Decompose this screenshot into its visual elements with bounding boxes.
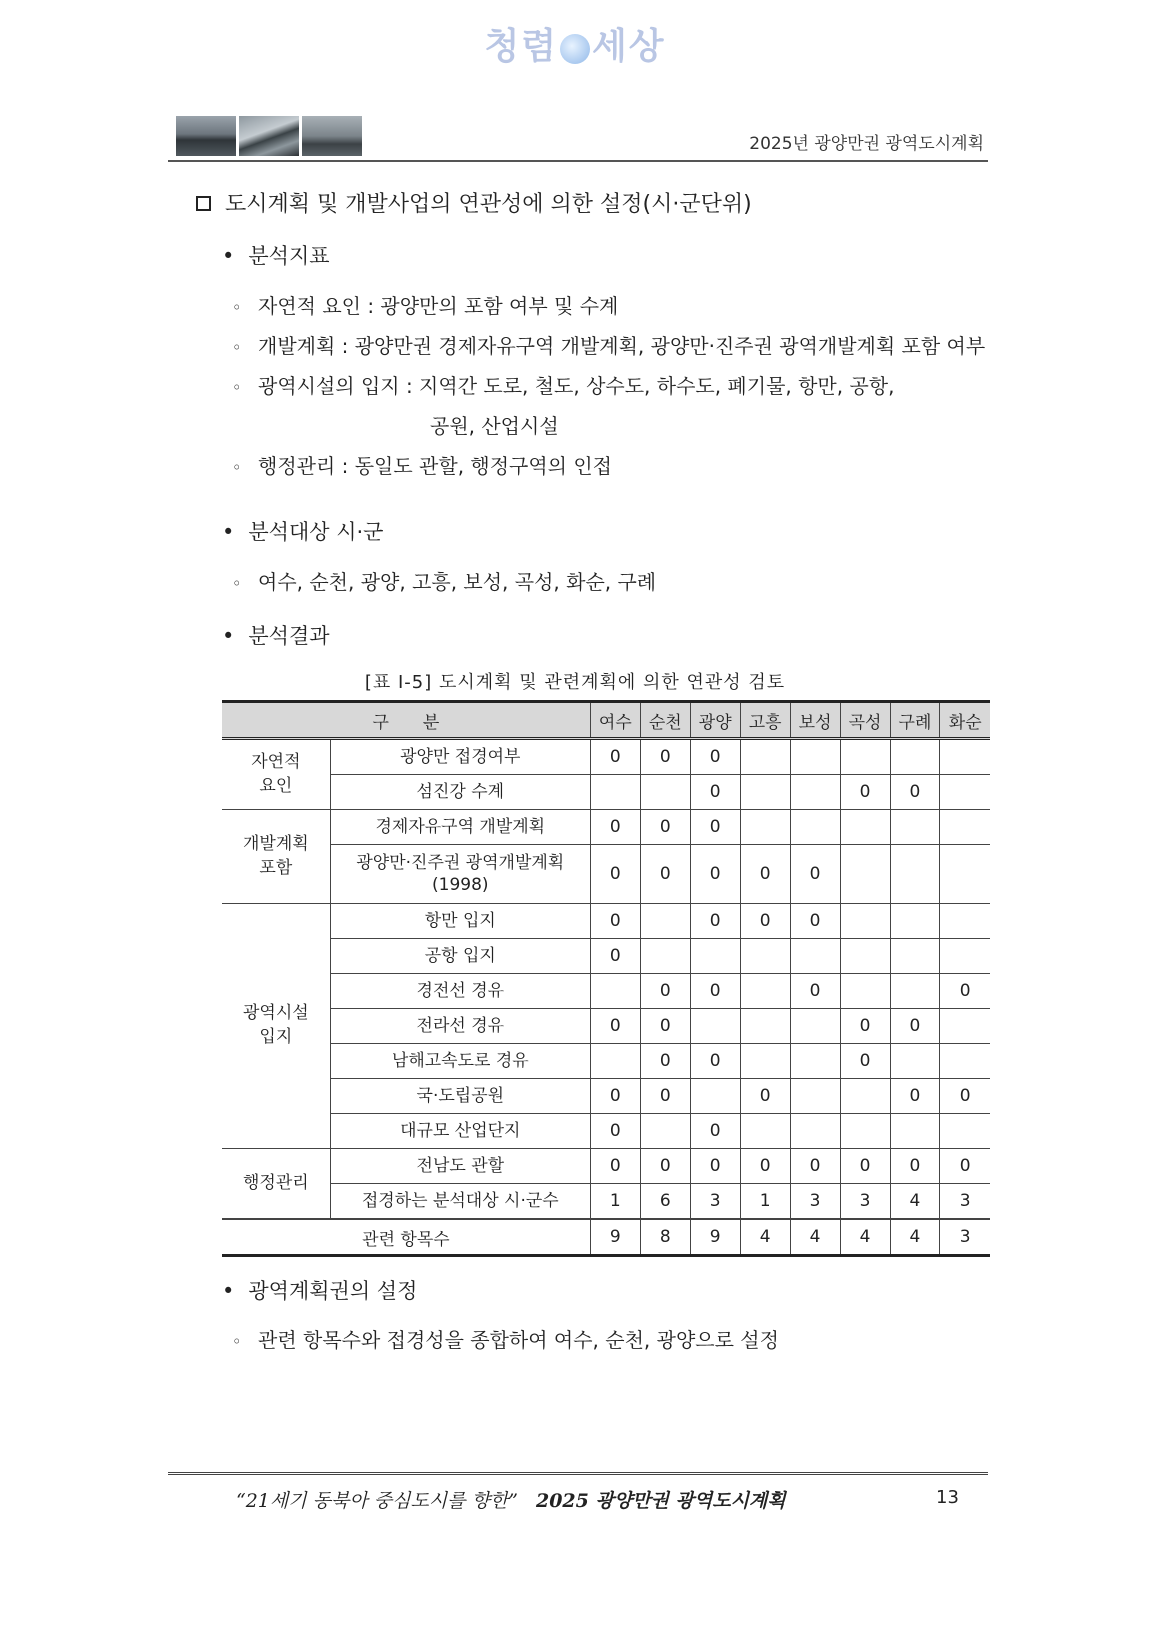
value-cell: 0 [640, 1009, 690, 1044]
value-cell [890, 904, 940, 939]
value-cell: 0 [590, 1114, 640, 1149]
ring-bullet-icon: ◦ [232, 338, 242, 357]
column-header: 순천 [640, 702, 690, 739]
value-cell: 0 [890, 1079, 940, 1114]
table-row [222, 1044, 990, 1079]
value-cell [840, 1079, 890, 1114]
value-cell: 0 [740, 904, 790, 939]
value-cell: 0 [890, 1009, 940, 1044]
value-cell [790, 1114, 840, 1149]
analysis-index-item [232, 450, 612, 479]
value-cell: 0 [690, 1044, 740, 1079]
footer-divider [168, 1472, 988, 1475]
value-cell: 0 [840, 775, 890, 810]
column-header: 광양 [690, 702, 740, 739]
header-photos [176, 116, 362, 156]
total-row [222, 1219, 990, 1256]
value-cell: 3 [940, 1184, 990, 1220]
value-cell [740, 775, 790, 810]
item-cell: 항만 입지 [330, 904, 590, 939]
value-cell: 0 [690, 904, 740, 939]
table-row [222, 1079, 990, 1114]
item-cell: 광양만 접경여부 [330, 739, 590, 775]
value-cell: 0 [640, 810, 690, 845]
square-bullet-icon [196, 196, 211, 211]
value-cell: 0 [640, 1044, 690, 1079]
item-cell: 국·도립공원 [330, 1079, 590, 1114]
analysis-index-item-text: 광역시설의 입지 : 지역간 도로, 철도, 상수도, 하수도, 폐기물, 항만, 공항, [258, 374, 895, 398]
document-title: 2025년 광양만권 광역도시계획 [749, 134, 984, 154]
value-cell: 0 [640, 1149, 690, 1184]
value-cell [840, 845, 890, 904]
page-number: 13 [936, 1487, 959, 1508]
value-cell [890, 1114, 940, 1149]
value-cell [940, 739, 990, 775]
value-cell [640, 1114, 690, 1149]
value-cell [740, 810, 790, 845]
item-cell: 접경하는 분석대상 시·군수 [330, 1184, 590, 1220]
value-cell [740, 1044, 790, 1079]
value-cell: 0 [690, 775, 740, 810]
value-cell [940, 904, 990, 939]
total-value-cell: 4 [890, 1219, 940, 1256]
value-cell [840, 739, 890, 775]
value-cell: 6 [640, 1184, 690, 1220]
section-title [196, 187, 752, 218]
value-cell: 0 [840, 1149, 890, 1184]
table-row [222, 904, 990, 939]
page-header [168, 116, 988, 162]
value-cell [790, 810, 840, 845]
ring-bullet-icon: ◦ [232, 298, 242, 317]
value-cell: 0 [590, 1149, 640, 1184]
ring-bullet-icon: ◦ [232, 458, 242, 477]
value-cell: 3 [790, 1184, 840, 1220]
total-value-cell: 9 [590, 1219, 640, 1256]
column-header: 고흥 [740, 702, 790, 739]
table-row [222, 845, 990, 904]
value-cell: 0 [690, 739, 740, 775]
value-cell [790, 775, 840, 810]
value-cell [590, 775, 640, 810]
item-cell: 섬진강 수계 [330, 775, 590, 810]
value-cell: 0 [790, 904, 840, 939]
column-header: 화순 [940, 702, 990, 739]
value-cell: 0 [640, 1079, 690, 1114]
value-cell: 0 [790, 1149, 840, 1184]
value-cell [890, 974, 940, 1009]
category-cell: 행정관리 [222, 1149, 330, 1220]
value-cell: 0 [590, 1079, 640, 1114]
value-cell [690, 939, 740, 974]
value-cell: 3 [840, 1184, 890, 1220]
value-cell: 0 [940, 1079, 990, 1114]
footer-slogan: “21세기 동북아 중심도시를 향한” [236, 1490, 518, 1512]
ring-bullet-icon: ◦ [232, 574, 242, 593]
value-cell: 0 [590, 1009, 640, 1044]
value-cell: 0 [890, 1149, 940, 1184]
value-cell [590, 1044, 640, 1079]
total-value-cell: 3 [940, 1219, 990, 1256]
value-cell: 1 [590, 1184, 640, 1220]
header-photo-landscape [176, 116, 236, 156]
table-caption: [표 Ⅰ-5] 도시계획 및 관련계획에 의한 연관성 검토 [364, 672, 786, 693]
value-cell: 0 [690, 974, 740, 1009]
logo-emblem-icon [560, 34, 590, 64]
table-row [222, 939, 990, 974]
value-cell: 0 [790, 845, 840, 904]
plan-area-item [232, 1324, 779, 1353]
header-photo-river [239, 116, 299, 156]
category-cell: 개발계획 포함 [222, 810, 330, 904]
value-cell [740, 1009, 790, 1044]
table-row [222, 1114, 990, 1149]
value-cell: 0 [690, 810, 740, 845]
analysis-index-item-text: 개발계획 : 광양만권 경제자유구역 개발계획, 광양만·진주권 광역개발계획 포함 여부 [258, 334, 986, 358]
value-cell [890, 1044, 940, 1079]
value-cell: 1 [740, 1184, 790, 1220]
item-cell: 광양만·진주권 광역개발계획 (1998) [330, 845, 590, 904]
value-cell: 0 [590, 939, 640, 974]
value-cell: 3 [690, 1184, 740, 1220]
total-label: 관련 항목수 [222, 1219, 590, 1256]
total-value-cell: 4 [740, 1219, 790, 1256]
table-row [222, 810, 990, 845]
logo-text-right: 세상 [592, 25, 666, 67]
value-cell [740, 939, 790, 974]
value-cell: 0 [890, 775, 940, 810]
value-cell [940, 810, 990, 845]
results-heading: • 분석결과 [222, 620, 330, 650]
value-cell: 0 [740, 1079, 790, 1114]
item-cell: 전라선 경유 [330, 1009, 590, 1044]
value-cell [640, 775, 690, 810]
value-cell [790, 1044, 840, 1079]
value-cell [690, 1079, 740, 1114]
ring-bullet-icon: ◦ [232, 378, 242, 397]
value-cell [740, 1114, 790, 1149]
logo-text-left: 청렴 [484, 25, 558, 67]
table-row [222, 1009, 990, 1044]
analysis-index-item [232, 290, 618, 319]
value-cell [840, 1114, 890, 1149]
ring-bullet-icon: ◦ [232, 1332, 242, 1351]
table-row [222, 1184, 990, 1220]
value-cell: 4 [890, 1184, 940, 1220]
table-row [222, 739, 990, 775]
value-cell: 0 [590, 810, 640, 845]
total-value-cell: 8 [640, 1219, 690, 1256]
value-cell [890, 810, 940, 845]
value-cell: 0 [840, 1009, 890, 1044]
value-cell [640, 904, 690, 939]
analysis-index-item [232, 370, 894, 399]
item-cell: 경제자유구역 개발계획 [330, 810, 590, 845]
value-cell: 0 [690, 845, 740, 904]
column-header: 구례 [890, 702, 940, 739]
category-cell: 광역시설 입지 [222, 904, 330, 1149]
value-cell [940, 1044, 990, 1079]
column-header: 여수 [590, 702, 640, 739]
targets-item-text: 여수, 순천, 광양, 고흥, 보성, 곡성, 화순, 구례 [258, 570, 657, 594]
total-value-cell: 9 [690, 1219, 740, 1256]
value-cell [590, 974, 640, 1009]
value-cell [840, 810, 890, 845]
value-cell [740, 739, 790, 775]
value-cell [840, 904, 890, 939]
targets-heading: • 분석대상 시·군 [222, 516, 383, 546]
value-cell [790, 939, 840, 974]
value-cell [790, 1079, 840, 1114]
item-cell: 경전선 경유 [330, 974, 590, 1009]
value-cell [890, 939, 940, 974]
value-cell [840, 974, 890, 1009]
analysis-index-item-continuation: 공원, 산업시설 [430, 414, 559, 438]
footer-plan-name: 2025 광양만권 광역도시계획 [535, 1490, 786, 1512]
value-cell: 0 [940, 974, 990, 1009]
value-cell: 0 [690, 1149, 740, 1184]
value-cell [840, 939, 890, 974]
value-cell: 0 [590, 845, 640, 904]
table-row [222, 1149, 990, 1184]
value-cell: 0 [740, 845, 790, 904]
value-cell [790, 1009, 840, 1044]
item-cell: 전남도 관할 [330, 1149, 590, 1184]
value-cell [790, 739, 840, 775]
value-cell [740, 974, 790, 1009]
table-header-row [222, 702, 990, 739]
value-cell: 0 [940, 1149, 990, 1184]
value-cell: 0 [640, 845, 690, 904]
plan-area-item-text: 관련 항목수와 접경성을 종합하여 여수, 순천, 광양으로 설정 [258, 1328, 779, 1352]
analysis-index-heading: • 분석지표 [222, 240, 330, 270]
value-cell [690, 1009, 740, 1044]
table-row [222, 974, 990, 1009]
item-cell: 공항 입지 [330, 939, 590, 974]
table-row [222, 775, 990, 810]
header-photo-bay [302, 116, 362, 156]
value-cell [890, 739, 940, 775]
value-cell [940, 775, 990, 810]
value-cell: 0 [840, 1044, 890, 1079]
value-cell: 0 [740, 1149, 790, 1184]
table-header-label: 구 분 [222, 702, 590, 739]
value-cell [940, 1009, 990, 1044]
value-cell: 0 [690, 1114, 740, 1149]
plan-area-heading: • 광역계획권의 설정 [222, 1275, 417, 1305]
value-cell: 0 [640, 739, 690, 775]
value-cell: 0 [590, 739, 640, 775]
value-cell: 0 [590, 904, 640, 939]
item-cell: 남해고속도로 경유 [330, 1044, 590, 1079]
value-cell: 0 [790, 974, 840, 1009]
targets-item [232, 566, 656, 595]
analysis-index-item-text: 행정관리 : 동일도 관할, 행정구역의 인접 [258, 454, 613, 478]
total-value-cell: 4 [790, 1219, 840, 1256]
total-value-cell: 4 [840, 1219, 890, 1256]
value-cell [940, 939, 990, 974]
value-cell [640, 939, 690, 974]
value-cell [890, 845, 940, 904]
column-header: 곡성 [840, 702, 890, 739]
relevance-table [222, 700, 990, 1257]
value-cell: 0 [640, 974, 690, 1009]
section-title-text: 도시계획 및 개발사업의 연관성에 의한 설정(시·군단위) [225, 192, 752, 217]
column-header: 보성 [790, 702, 840, 739]
analysis-index-item [232, 330, 985, 359]
value-cell [940, 1114, 990, 1149]
logo [0, 18, 1150, 69]
category-cell: 자연적 요인 [222, 739, 330, 810]
item-cell: 대규모 산업단지 [330, 1114, 590, 1149]
footer [236, 1486, 786, 1513]
value-cell [940, 845, 990, 904]
analysis-index-item-text: 자연적 요인 : 광양만의 포함 여부 및 수계 [258, 294, 619, 318]
